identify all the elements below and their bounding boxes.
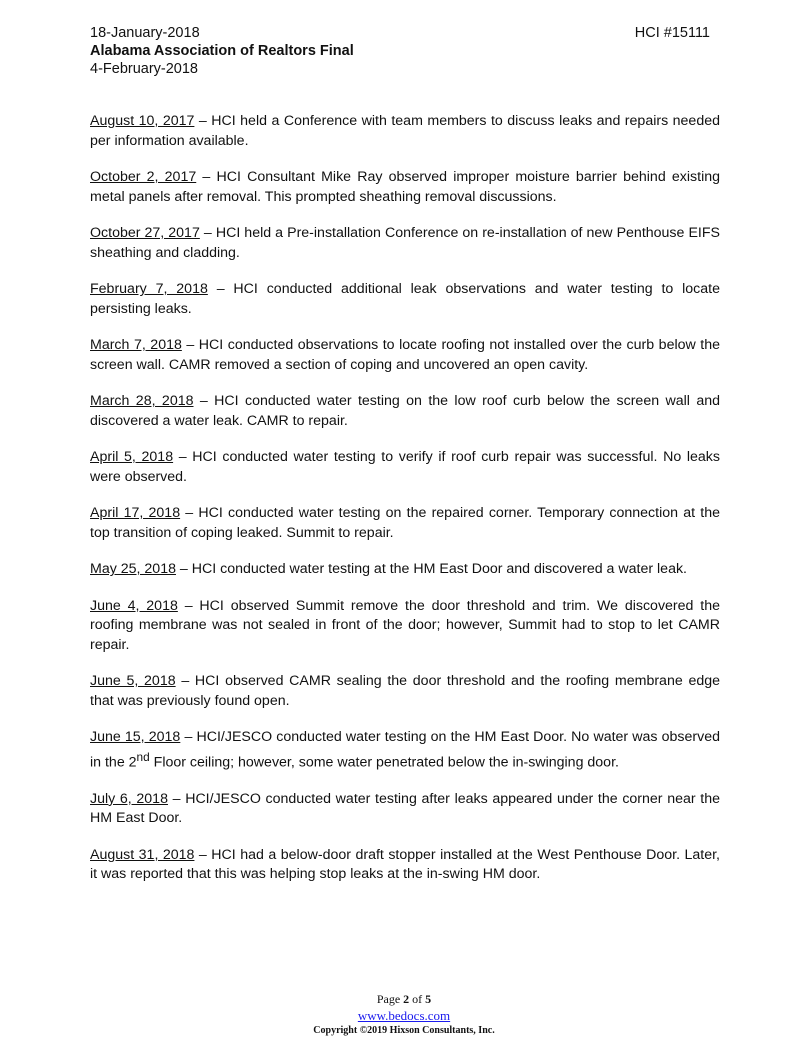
entry-text: – HCI held a Conference with team members to discuss leaks and repairs needed per information available. bbox=[90, 113, 720, 149]
entry-text: – HCI conducted observations to locate roofing not installed over the curb below the screen wall. CAMR removed a section of coping and uncovered an open cavity. bbox=[90, 337, 720, 373]
entry-date: August 10, 2017 bbox=[90, 113, 195, 130]
entry-text: – HCI held a Pre-installation Conference on re-installation of new Penthouse EIFS sheathing and cladding. bbox=[90, 225, 720, 261]
entry-date: February 7, 2018 bbox=[90, 281, 208, 298]
timeline-entry bbox=[90, 728, 720, 773]
timeline-entry bbox=[90, 846, 720, 885]
entry-text: – HCI conducted water testing to verify if roof curb repair was successful. No leaks were observed. bbox=[90, 449, 720, 485]
entry-text: – HCI conducted additional leak observations and water testing to locate persisting leaks. bbox=[90, 281, 720, 317]
website-link[interactable]: www.bedocs.com bbox=[357, 1008, 451, 1023]
timeline-entry bbox=[90, 336, 720, 375]
entry-date: October 27, 2017 bbox=[90, 225, 200, 242]
entry-date: March 28, 2018 bbox=[90, 393, 194, 410]
entry-superscript: nd bbox=[136, 749, 150, 764]
header-date: 18-January-2018 bbox=[90, 25, 200, 41]
timeline-entry bbox=[90, 448, 720, 487]
entry-text: – HCI observed Summit remove the door threshold and trim. We discovered the roofing membrane was not sealed in front of the door; however, Summit had to stop to let CAMR repair. bbox=[90, 597, 720, 653]
entry-date: June 5, 2018 bbox=[90, 673, 176, 690]
timeline-entry bbox=[90, 112, 720, 151]
entry-text: – HCI had a below-door draft stopper installed at the West Penthouse Door. Later, it was reported that this was helping stop leaks at the in-swing HM door. bbox=[90, 846, 720, 883]
timeline-entry bbox=[90, 560, 720, 580]
timeline-entry bbox=[90, 672, 720, 711]
page-current: 2 bbox=[403, 992, 410, 1006]
entry-text: – HCI/JESCO conducted water testing after leaks appeared under the corner near the HM East Door. bbox=[90, 790, 720, 827]
document-header bbox=[90, 24, 720, 78]
entry-date: June 4, 2018 bbox=[90, 597, 178, 614]
entry-text: – HCI conducted water testing on the low roof curb below the screen wall and discovered a water leak. CAMR to repair. bbox=[90, 393, 720, 429]
timeline-entry bbox=[90, 597, 720, 656]
entry-text: – HCI conducted water testing on the repaired corner. Temporary connection at the top transition of coping leaked. Summit to repair. bbox=[90, 505, 720, 541]
page-mid: of bbox=[409, 992, 426, 1006]
entry-date: July 6, 2018 bbox=[90, 790, 168, 807]
entry-date: April 5, 2018 bbox=[90, 449, 174, 466]
entry-text: – HCI/JESCO conducted water testing on the HM East Door. No water was observed in the 2 bbox=[90, 729, 720, 771]
timeline-entry bbox=[90, 280, 720, 319]
timeline-entries bbox=[90, 98, 720, 902]
document-title: Alabama Association of Realtors Final bbox=[90, 43, 354, 59]
timeline-entry bbox=[90, 224, 720, 263]
timeline-entry bbox=[90, 392, 720, 431]
entry-date: June 15, 2018 bbox=[90, 729, 181, 746]
page-number bbox=[0, 992, 808, 1007]
timeline-entry bbox=[90, 790, 720, 829]
entry-date: May 25, 2018 bbox=[90, 561, 176, 578]
entry-text: – HCI conducted water testing at the HM East Door and discovered a water leak. bbox=[175, 561, 687, 578]
page-total: 5 bbox=[425, 992, 432, 1006]
entry-text: – HCI Consultant Mike Ray observed improper moisture barrier behind existing metal panels after removal. This prompted sheathing removal discussions. bbox=[90, 169, 720, 205]
page-prefix: Page bbox=[376, 992, 404, 1006]
timeline-entry bbox=[90, 504, 720, 543]
entry-date: August 31, 2018 bbox=[90, 846, 195, 863]
entry-date: October 2, 2017 bbox=[90, 169, 197, 186]
entry-date: April 17, 2018 bbox=[90, 505, 181, 522]
hci-number: HCI #15111 bbox=[634, 25, 710, 41]
copyright: Copyright ©2019 Hixson Consultants, Inc. bbox=[313, 1025, 495, 1036]
timeline-entry bbox=[90, 168, 720, 207]
entry-date: March 7, 2018 bbox=[90, 337, 182, 354]
page-footer bbox=[0, 992, 808, 1037]
entry-text: Floor ceiling; however, some water penetrated below the in-swinging door. bbox=[149, 754, 619, 771]
header-subdate: 4-February-2018 bbox=[90, 61, 198, 77]
entry-text: – HCI observed CAMR sealing the door threshold and the roofing membrane edge that was previously found open. bbox=[90, 673, 721, 709]
header-row bbox=[90, 24, 720, 42]
